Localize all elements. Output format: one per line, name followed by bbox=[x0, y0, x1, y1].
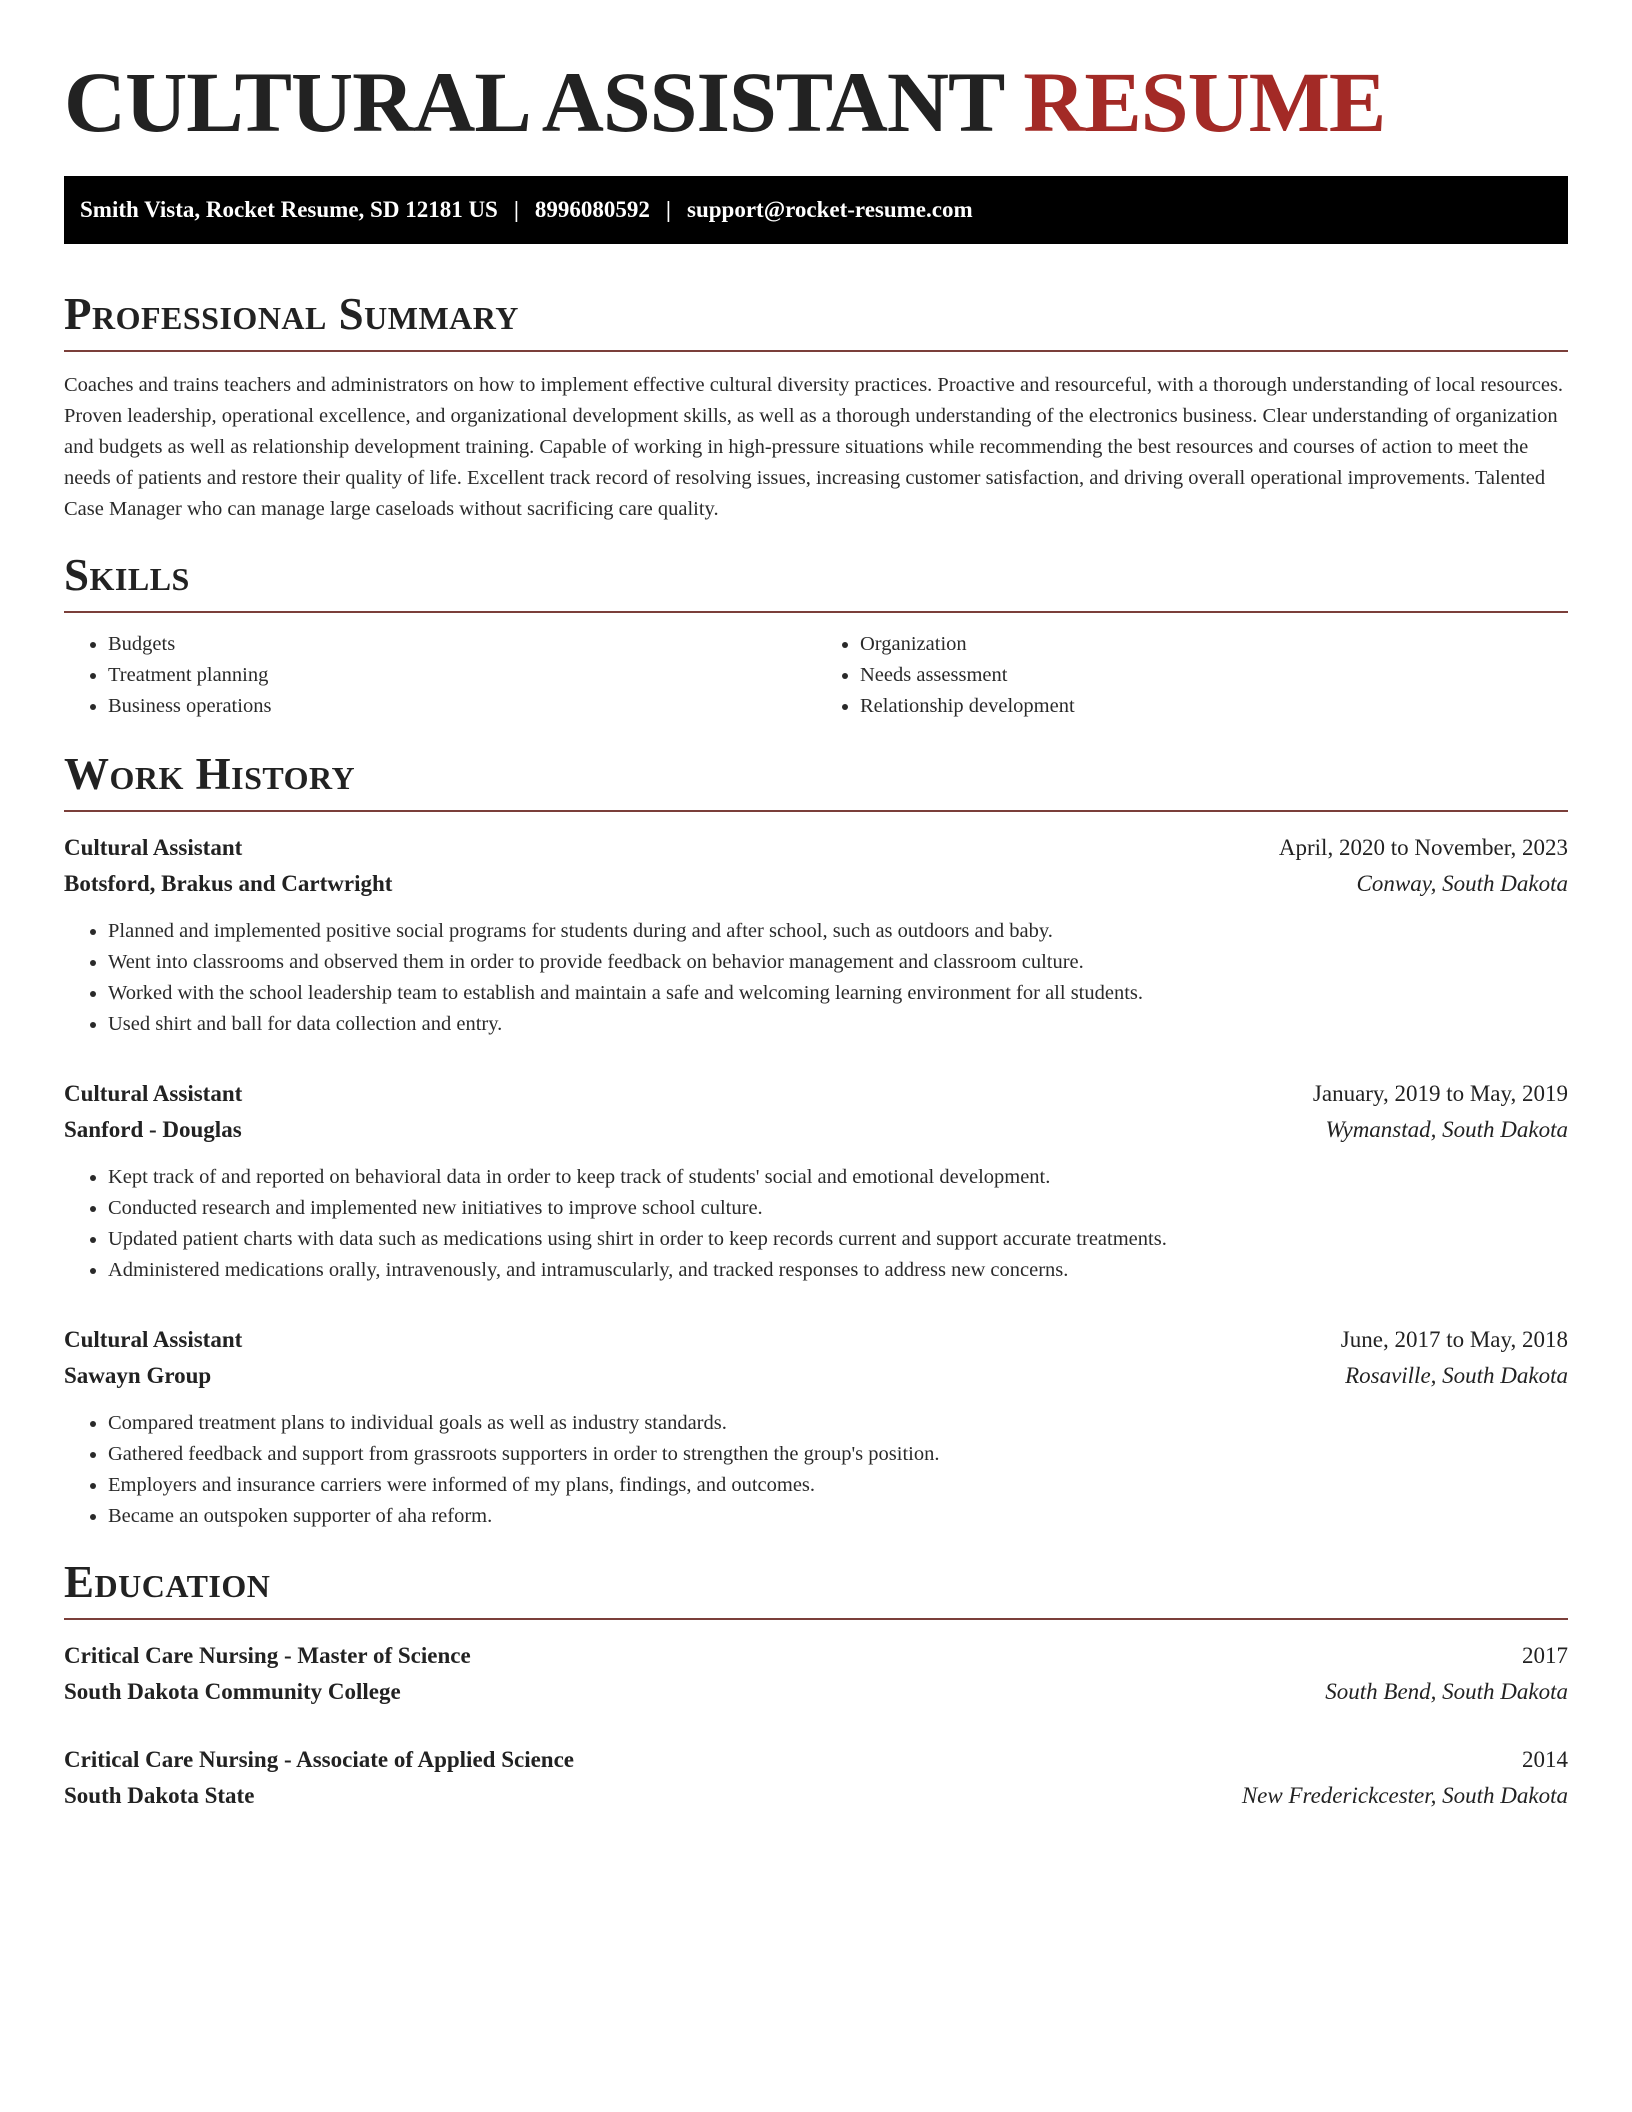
job-bullet: • Conducted research and implemented new initiatives to improve school culture. bbox=[108, 1193, 1568, 1224]
job-entry bbox=[64, 1322, 1568, 1532]
job-entry bbox=[64, 830, 1568, 1040]
contact-address: Smith Vista, Rocket Resume, SD 12181 US bbox=[80, 197, 498, 222]
education-degree: Critical Care Nursing - Associate of Applied Science bbox=[64, 1747, 574, 1772]
education-entry bbox=[64, 1742, 1568, 1814]
job-bullet: • Planned and implemented positive social programs for students during and after school, such as outdoors and baby. bbox=[108, 916, 1568, 947]
skills-column-right bbox=[816, 629, 1568, 722]
education-year: 2014 bbox=[1522, 1747, 1568, 1772]
education-degree: Critical Care Nursing - Master of Science bbox=[64, 1643, 471, 1668]
job-dates: January, 2019 to May, 2019 bbox=[1312, 1081, 1568, 1106]
skill-item: • Relationship development bbox=[860, 691, 1568, 722]
job-location: Rosaville, South Dakota bbox=[1345, 1363, 1568, 1388]
contact-email[interactable]: support@rocket-resume.com bbox=[687, 197, 973, 222]
contact-separator: | bbox=[513, 197, 519, 222]
contact-separator: | bbox=[665, 197, 671, 222]
job-bullet: • Updated patient charts with data such as medications using shirt in order to keep records current and support accurate treatments. bbox=[108, 1224, 1568, 1255]
education-entry bbox=[64, 1638, 1568, 1710]
job-title: Cultural Assistant bbox=[64, 1081, 243, 1106]
section-heading-summary: Professional Summary bbox=[64, 289, 519, 339]
section-heading-education: Education bbox=[64, 1557, 271, 1607]
job-bullet: • Became an outspoken supporter of aha reform. bbox=[108, 1501, 1568, 1532]
job-location: Conway, South Dakota bbox=[1356, 871, 1568, 896]
skills-list bbox=[64, 629, 1568, 722]
skill-item: • Organization bbox=[860, 629, 1568, 660]
job-entry bbox=[64, 1076, 1568, 1286]
section-divider bbox=[64, 611, 1568, 613]
contact-phone[interactable]: 8996080592 bbox=[534, 197, 650, 222]
education-location: New Frederickcester, South Dakota bbox=[1241, 1783, 1568, 1808]
section-heading-work: Work History bbox=[64, 749, 356, 799]
job-bullet: • Used shirt and ball for data collection and entry. bbox=[108, 1009, 1568, 1040]
job-bullet: • Went into classrooms and observed them in order to provide feedback on behavior management and classroom culture. bbox=[108, 947, 1568, 978]
job-company: Sawayn Group bbox=[64, 1363, 212, 1388]
job-bullet: • Gathered feedback and support from grassroots supporters in order to strengthen the group's position. bbox=[108, 1439, 1568, 1470]
summary-text: Coaches and trains teachers and administrators on how to implement effective cultural diversity practices. Proactive and resourceful, with a thorough understanding of local resources. Proven leadership, operational excellence, and organizational development skills, as well as a thorough understanding of the electronics business. Clear understanding of organization and budgets as well as relationship development training. Capable of working in high-pressure situations while recommending the best resources and courses of action to meet the needs of patients and restore their quality of life. Excellent track record of resolving issues, increasing customer satisfaction, and driving overall operational improvements. Talented Case Manager who can manage large caseloads without sacrificing care quality. bbox=[64, 374, 1564, 520]
job-bullets bbox=[64, 1408, 1568, 1532]
skill-item: • Needs assessment bbox=[860, 660, 1568, 691]
job-bullet: • Employers and insurance carriers were informed of my plans, findings, and outcomes. bbox=[108, 1470, 1568, 1501]
section-divider bbox=[64, 810, 1568, 812]
skill-item: • Budgets bbox=[108, 629, 816, 660]
job-company: Botsford, Brakus and Cartwright bbox=[64, 871, 393, 896]
education-school: South Dakota Community College bbox=[64, 1679, 401, 1704]
work-section bbox=[64, 750, 1568, 1532]
resume-title bbox=[64, 52, 1568, 152]
job-bullet: • Kept track of and reported on behavioral data in order to keep track of students' social and emotional development. bbox=[108, 1162, 1568, 1193]
skills-column-left bbox=[64, 629, 816, 722]
job-company: Sanford - Douglas bbox=[64, 1117, 242, 1142]
job-bullet: • Worked with the school leadership team to establish and maintain a safe and welcoming learning environment for all students. bbox=[108, 978, 1568, 1009]
section-divider bbox=[64, 1618, 1568, 1620]
education-year: 2017 bbox=[1522, 1643, 1568, 1668]
resume-page bbox=[64, 52, 1568, 1814]
title-main: CULTURAL ASSISTANT bbox=[64, 54, 1003, 150]
job-bullet: • Administered medications orally, intravenously, and intramuscularly, and tracked responses to address new concerns. bbox=[108, 1255, 1568, 1286]
job-title: Cultural Assistant bbox=[64, 1327, 243, 1352]
job-bullets bbox=[64, 916, 1568, 1040]
job-bullet: • Compared treatment plans to individual goals as well as industry standards. bbox=[108, 1408, 1568, 1439]
skill-item: • Business operations bbox=[108, 691, 816, 722]
skill-item: • Treatment planning bbox=[108, 660, 816, 691]
title-accent: RESUME bbox=[1023, 54, 1386, 150]
summary-section bbox=[64, 290, 1568, 525]
job-bullets bbox=[64, 1162, 1568, 1286]
job-title: Cultural Assistant bbox=[64, 835, 243, 860]
job-location: Wymanstad, South Dakota bbox=[1325, 1117, 1568, 1142]
section-heading-skills: Skills bbox=[64, 550, 190, 600]
contact-bar bbox=[64, 176, 1568, 244]
education-location: South Bend, South Dakota bbox=[1325, 1679, 1568, 1704]
job-dates: April, 2020 to November, 2023 bbox=[1278, 835, 1568, 860]
skills-section bbox=[64, 551, 1568, 722]
job-dates: June, 2017 to May, 2018 bbox=[1340, 1327, 1568, 1352]
section-divider bbox=[64, 350, 1568, 352]
education-section bbox=[64, 1558, 1568, 1814]
education-school: South Dakota State bbox=[64, 1783, 255, 1808]
